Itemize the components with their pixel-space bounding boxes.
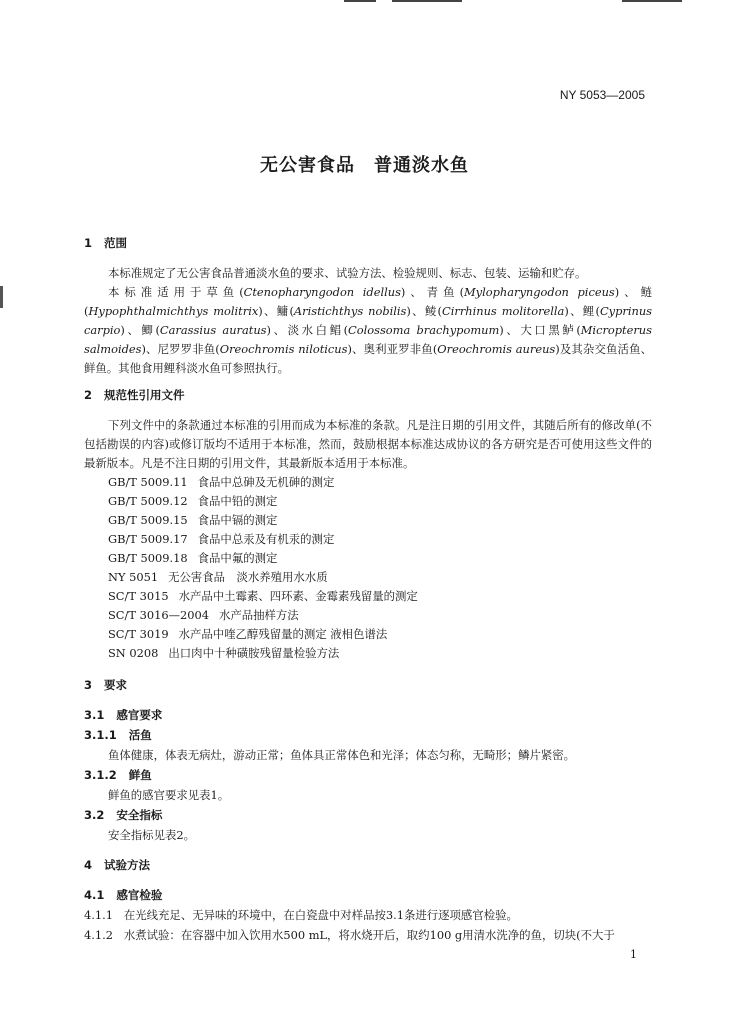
document-title: 无公害食品 普通淡水鱼 xyxy=(260,155,469,176)
live-fish-text: 鱼体健康，体表无病灶，游动正常；鱼体具正常体色和光泽；体态匀称，无畸形；鳞片紧密。 xyxy=(108,748,576,762)
reference-code: GB/T 5009.12 xyxy=(108,494,188,508)
test-method-4-1-2: 4.1.2 水煮试验：在容器中加入饮用水500 mL，将水烧开后，取约100 g用清水洗净的鱼，切块(不大于 xyxy=(84,928,615,942)
reference-item xyxy=(108,549,277,568)
reference-code: GB/T 5009.17 xyxy=(108,532,188,546)
reference-title: 食品中镉的测定 xyxy=(197,513,278,527)
standard-code: NY 5053—2005 xyxy=(559,88,645,102)
section-title: 范围 xyxy=(104,236,128,250)
subsection-heading: 3.2 安全指标 xyxy=(84,808,163,822)
subsection-heading: 3.1.1 活鱼 xyxy=(84,728,152,742)
reference-item xyxy=(108,587,418,606)
reference-title: 食品中总砷及无机砷的测定 xyxy=(197,475,335,489)
reference-code: SN 0208 xyxy=(108,646,159,660)
reference-title: 出口肉中十种磺胺残留量检验方法 xyxy=(168,646,340,660)
reference-title: 食品中氟的测定 xyxy=(197,551,278,565)
test-method-4-1-1: 4.1.1 在光线充足、无异味的环境中，在白瓷盘中对样品按3.1条进行逐项感官检验。 xyxy=(84,908,518,922)
reference-title: 水产品抽样方法 xyxy=(218,608,299,622)
section-number: 1 xyxy=(84,236,93,250)
reference-code: SC/T 3019 xyxy=(108,627,169,641)
subsection-heading: 3.1.2 鲜鱼 xyxy=(84,768,152,782)
scan-edge-mark xyxy=(0,286,3,308)
reference-item xyxy=(108,473,334,492)
reference-title: 食品中总汞及有机汞的测定 xyxy=(197,532,335,546)
safety-text: 安全指标见表2。 xyxy=(108,828,195,842)
reference-code: GB/T 5009.18 xyxy=(108,551,188,565)
subsection-heading: 4.1 感官检验 xyxy=(84,888,163,902)
reference-title: 无公害食品 淡水养殖用水水质 xyxy=(168,570,328,584)
reference-title: 水产品中土霉素、四环素、金霉素残留量的测定 xyxy=(178,589,418,603)
section-heading xyxy=(84,386,652,405)
scope-species-paragraph: 本标准适用于草鱼(Ctenopharyngodon idellus)、青鱼(Mylopharyngodon piceus)、鲢(Hypophthalmichthys molitrix)、鳙(Aristichthys nobilis)、鲮(Cirrhinus molitorella)、鲤(Cyprinus carpio)、鲫(Carassius auratus)、淡水白鲳(Colossoma brachypomum)、大口黑鲈(Micropterus salmoides)、尼罗罗非鱼(Oreochromis niloticus)、奥利亚罗非鱼(Oreochromis aureus)及其杂交鱼活鱼、鲜鱼。其他食用鲤科淡水鱼可参照执行。 xyxy=(84,285,653,375)
reference-item xyxy=(108,530,334,549)
section-heading xyxy=(84,234,652,253)
reference-item xyxy=(108,606,299,625)
section-heading xyxy=(84,676,652,695)
normative-intro: 下列文件中的条款通过本标准的引用而成为本标准的条款。凡是注日期的引用文件，其随后所有的修改单(不包括勘误的内容)或修订版均不适用于本标准，然而，鼓励根据本标准达成协议的各方研究是否可使用这些文件的最新版本。凡是不注日期的引用文件，其最新版本适用于本标准。 xyxy=(84,418,652,470)
subsection-heading: 3.1 感官要求 xyxy=(84,708,163,722)
reference-item xyxy=(108,568,328,587)
reference-code: GB/T 5009.15 xyxy=(108,513,188,527)
reference-code: NY 5051 xyxy=(108,570,159,584)
reference-item xyxy=(108,511,277,530)
reference-item xyxy=(108,625,387,644)
page-number: 1 xyxy=(630,948,637,961)
scan-top-rule xyxy=(622,0,682,2)
reference-item xyxy=(108,492,277,511)
section-number: 3 xyxy=(84,678,93,692)
reference-code: SC/T 3015 xyxy=(108,589,169,603)
reference-code: SC/T 3016—2004 xyxy=(108,608,209,622)
section-number: 4 xyxy=(84,858,93,872)
reference-title: 食品中铅的测定 xyxy=(197,494,278,508)
section-title: 试验方法 xyxy=(104,858,151,872)
scope-paragraph: 本标准规定了无公害食品普通淡水鱼的要求、试验方法、检验规则、标志、包装、运输和贮存。 xyxy=(108,266,587,280)
reference-item xyxy=(108,644,339,663)
section-title: 要求 xyxy=(104,678,128,692)
section-heading xyxy=(84,856,652,875)
scan-top-rule xyxy=(392,0,462,2)
section-number: 2 xyxy=(84,388,93,402)
section-title: 规范性引用文件 xyxy=(104,388,185,402)
reference-title: 水产品中喹乙醇残留量的测定 液相色谱法 xyxy=(178,627,388,641)
fresh-fish-text: 鲜鱼的感官要求见表1。 xyxy=(108,788,230,802)
reference-code: GB/T 5009.11 xyxy=(108,475,188,489)
scan-top-rule xyxy=(344,0,376,2)
